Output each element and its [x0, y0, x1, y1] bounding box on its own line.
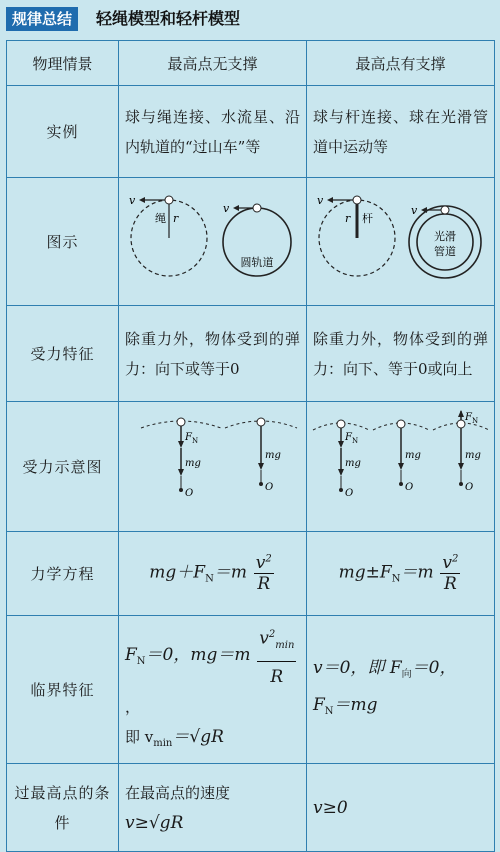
ball	[257, 418, 265, 426]
arrowhead	[458, 410, 464, 417]
tube-label: 管道	[433, 244, 456, 258]
condition-no-support	[119, 764, 307, 852]
header-row	[7, 41, 495, 86]
equation-with-support	[307, 532, 495, 616]
row-example	[7, 86, 495, 178]
row-label: 受力示意图	[7, 402, 119, 532]
o-label: O	[464, 481, 473, 493]
ball	[397, 420, 405, 428]
mg-label: mg	[184, 457, 201, 469]
ball	[457, 420, 465, 428]
center-dot	[339, 488, 343, 492]
row-label: 力学方程	[7, 532, 119, 616]
mg-label: mg	[344, 457, 361, 469]
eq-part: mg±F	[338, 562, 392, 583]
v-label: v	[316, 193, 323, 207]
arrowhead	[327, 197, 333, 203]
arrowhead	[178, 441, 184, 448]
row-force	[7, 306, 495, 402]
mg-label: mg	[464, 449, 481, 461]
ball	[165, 196, 173, 204]
eq-part: ＝√gR	[172, 727, 224, 748]
v-label: v	[410, 203, 417, 217]
cell-text: 球与绳连接、水流星、沿内轨道的“过山车”等	[119, 86, 307, 178]
row-critical	[7, 616, 495, 764]
o-label: O	[264, 481, 273, 493]
fn-sub: N	[351, 436, 358, 445]
row-diagram	[7, 402, 495, 532]
cell-text: 除重力外，物体受到的弹力：向下或等于0	[119, 306, 307, 402]
numerator: v	[255, 553, 266, 573]
row-label: 临界特征	[7, 616, 119, 764]
fn-sub: N	[471, 416, 478, 425]
eq-part: ＝m	[400, 562, 434, 583]
v-label: v	[128, 193, 135, 207]
eq-sub: N	[391, 573, 401, 585]
row-label: 过最高点的条件	[7, 764, 119, 852]
force-diagram-with-support	[307, 402, 495, 532]
eq-part: ＝mg	[333, 694, 378, 715]
eq-part: 即 v	[125, 728, 154, 747]
center-dot	[459, 482, 463, 486]
force-diagram-left	[121, 410, 305, 520]
cell-text: 球与杆连接、球在光滑管道中运动等	[307, 86, 495, 178]
eq-part: F	[313, 694, 325, 715]
arrowhead	[398, 463, 404, 470]
rope-label: 绳	[154, 211, 166, 225]
o-label: O	[184, 487, 193, 499]
eq-part: ＝0，mg＝m	[145, 645, 251, 666]
eq-part: v＝0，即 F	[313, 657, 402, 678]
fn-label: F	[464, 411, 472, 423]
arrowhead	[233, 205, 239, 211]
row-label: 实例	[7, 86, 119, 178]
col-header-no-support: 最高点无支撑	[119, 41, 307, 86]
fraction: $\frac{v^2}{R}$	[255, 553, 272, 594]
center-dot	[399, 482, 403, 486]
condition-with-support	[307, 764, 495, 852]
denominator: R	[270, 667, 284, 688]
mg-label: mg	[264, 449, 281, 461]
ball	[177, 418, 185, 426]
col-header-with-support: 最高点有支撑	[307, 41, 495, 86]
figure-with-support	[307, 178, 495, 306]
critical-with-support	[307, 616, 495, 764]
rope-track-figure	[121, 180, 305, 300]
arrowhead	[178, 469, 184, 476]
comparison-table	[6, 40, 495, 852]
fraction: $\frac{v^2}{R}$	[442, 553, 459, 594]
condition-eq: v≥√gR	[125, 812, 184, 833]
arrowhead	[338, 441, 344, 448]
row-label: 受力特征	[7, 306, 119, 402]
fn-label: F	[344, 431, 352, 443]
eq-part: F	[125, 645, 137, 666]
center-dot	[179, 488, 183, 492]
equation-no-support	[119, 532, 307, 616]
arrowhead	[458, 463, 464, 470]
center-dot	[259, 482, 263, 486]
eq-sub: N	[205, 573, 214, 585]
arrowhead	[139, 197, 145, 203]
rod-tube-figure	[309, 180, 493, 300]
v-label: v	[222, 201, 229, 215]
condition-text: 在最高点的速度	[125, 783, 231, 802]
header	[0, 0, 500, 34]
condition-eq: v≥0	[313, 797, 348, 818]
arrowhead	[338, 469, 344, 476]
force-diagram-no-support	[119, 402, 307, 532]
mg-label: mg	[404, 449, 421, 461]
arrowhead	[258, 463, 264, 470]
rod-label: 杆	[361, 211, 373, 225]
col-header-scenario: 物理情景	[7, 41, 119, 86]
numerator: v	[442, 553, 452, 573]
ball	[253, 204, 261, 212]
row-figure	[7, 178, 495, 306]
row-equation	[7, 532, 495, 616]
critical-no-support: $F_N=0$，mg＝m $\frac{v^2_{min}}{R}$ ， 即 $v_{min}=√gR$	[119, 616, 307, 764]
eq-part: ＝m	[213, 562, 247, 583]
cell-text: 除重力外，物体受到的弹力：向下、等于0或向上	[307, 306, 495, 402]
eq-sub: N	[324, 705, 334, 717]
min-sub: min	[153, 738, 173, 750]
row-condition	[7, 764, 495, 852]
ball	[441, 206, 449, 214]
tube-label: 光滑	[433, 229, 456, 243]
r-label: r	[172, 211, 178, 225]
o-label: O	[404, 481, 413, 493]
o-label: O	[344, 487, 353, 499]
min-sub: min	[275, 640, 295, 652]
r-label: r	[344, 211, 350, 225]
fraction: $\frac{v^2_{min}}{R}$	[257, 620, 296, 692]
xiang-sub: 向	[401, 668, 412, 680]
ball	[337, 420, 345, 428]
denominator: R	[443, 574, 457, 594]
figure-no-support	[119, 178, 307, 306]
ball	[353, 196, 361, 204]
page-title: 轻绳模型和轻杆模型	[96, 9, 241, 28]
track-label: 圆轨道	[240, 255, 273, 269]
denominator: R	[257, 574, 271, 594]
eq-part: ＝0，	[411, 657, 457, 678]
numerator: v	[259, 628, 269, 649]
fn-sub: N	[191, 436, 198, 445]
force-diagram-right	[309, 410, 493, 520]
summary-tag: 规律总结	[6, 7, 78, 31]
row-label: 图示	[7, 178, 119, 306]
fn-label: F	[184, 431, 192, 443]
eq-part: mg＋F	[149, 562, 206, 583]
eq-sub: N	[136, 656, 146, 668]
